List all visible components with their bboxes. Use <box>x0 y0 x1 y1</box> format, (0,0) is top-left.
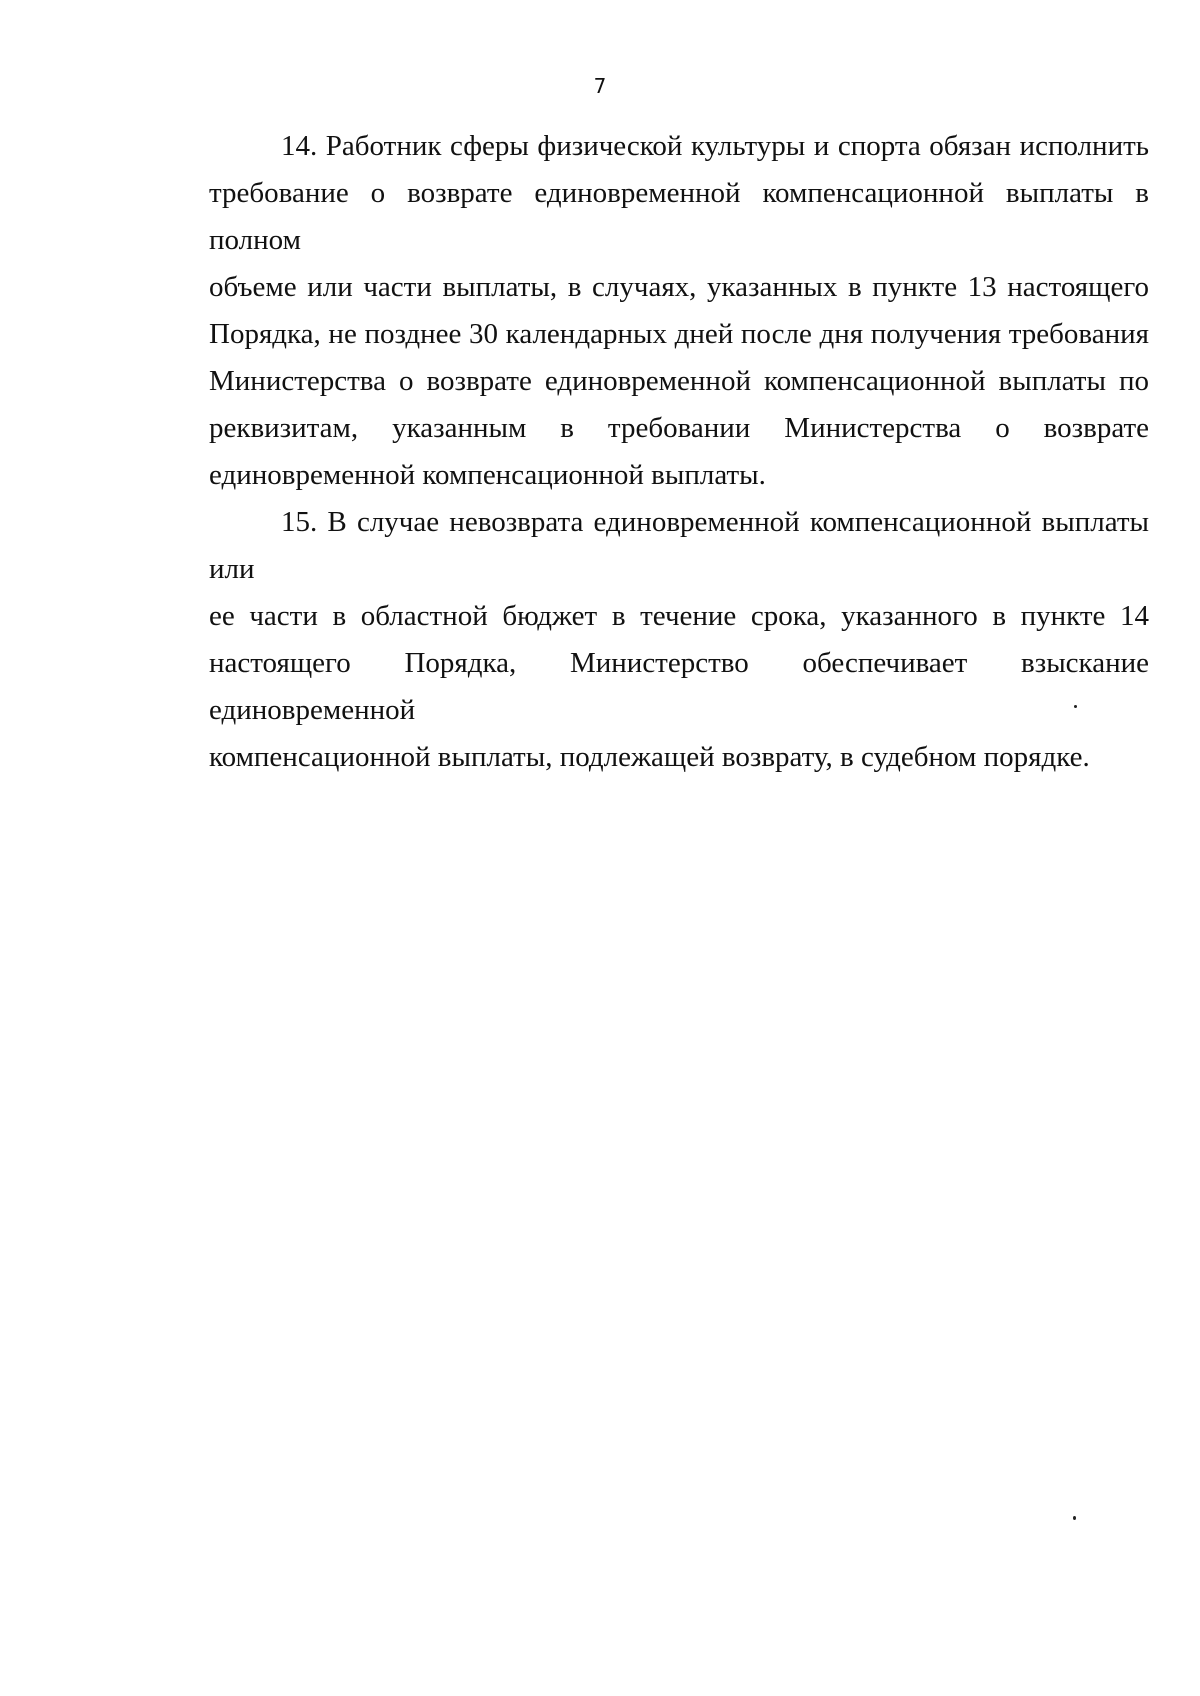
paragraph-15 <box>209 499 1149 781</box>
scan-speck <box>1073 1516 1076 1520</box>
text-line: компенсационной выплаты, подлежащей возврату, в судебном порядке. <box>209 741 1090 773</box>
document-body <box>209 123 1149 781</box>
text-line: реквизитам, указанным в требовании Министерства о возврате <box>209 412 1149 444</box>
page-number: 7 <box>593 74 607 98</box>
text-line: настоящего Порядка, Министерство обеспечивает взыскание единовременной <box>209 647 1149 726</box>
text-line: ее части в областной бюджет в течение срока, указанного в пункте 14 <box>209 600 1149 632</box>
text-line: Министерства о возврате единовременной компенсационной выплаты по <box>209 365 1149 397</box>
text-line: 15. В случае невозврата единовременной компенсационной выплаты или <box>209 506 1149 585</box>
text-line: Порядка, не позднее 30 календарных дней после дня получения требования <box>209 318 1149 350</box>
text-line: требование о возврате единовременной компенсационной выплаты в полном <box>209 177 1149 256</box>
scan-speck <box>1074 705 1077 708</box>
paragraph-14 <box>209 123 1149 499</box>
text-line: единовременной компенсационной выплаты. <box>209 459 766 491</box>
text-line: 14. Работник сферы физической культуры и спорта обязан исполнить <box>281 130 1149 162</box>
text-line: объеме или части выплаты, в случаях, указанных в пункте 13 настоящего <box>209 271 1149 303</box>
